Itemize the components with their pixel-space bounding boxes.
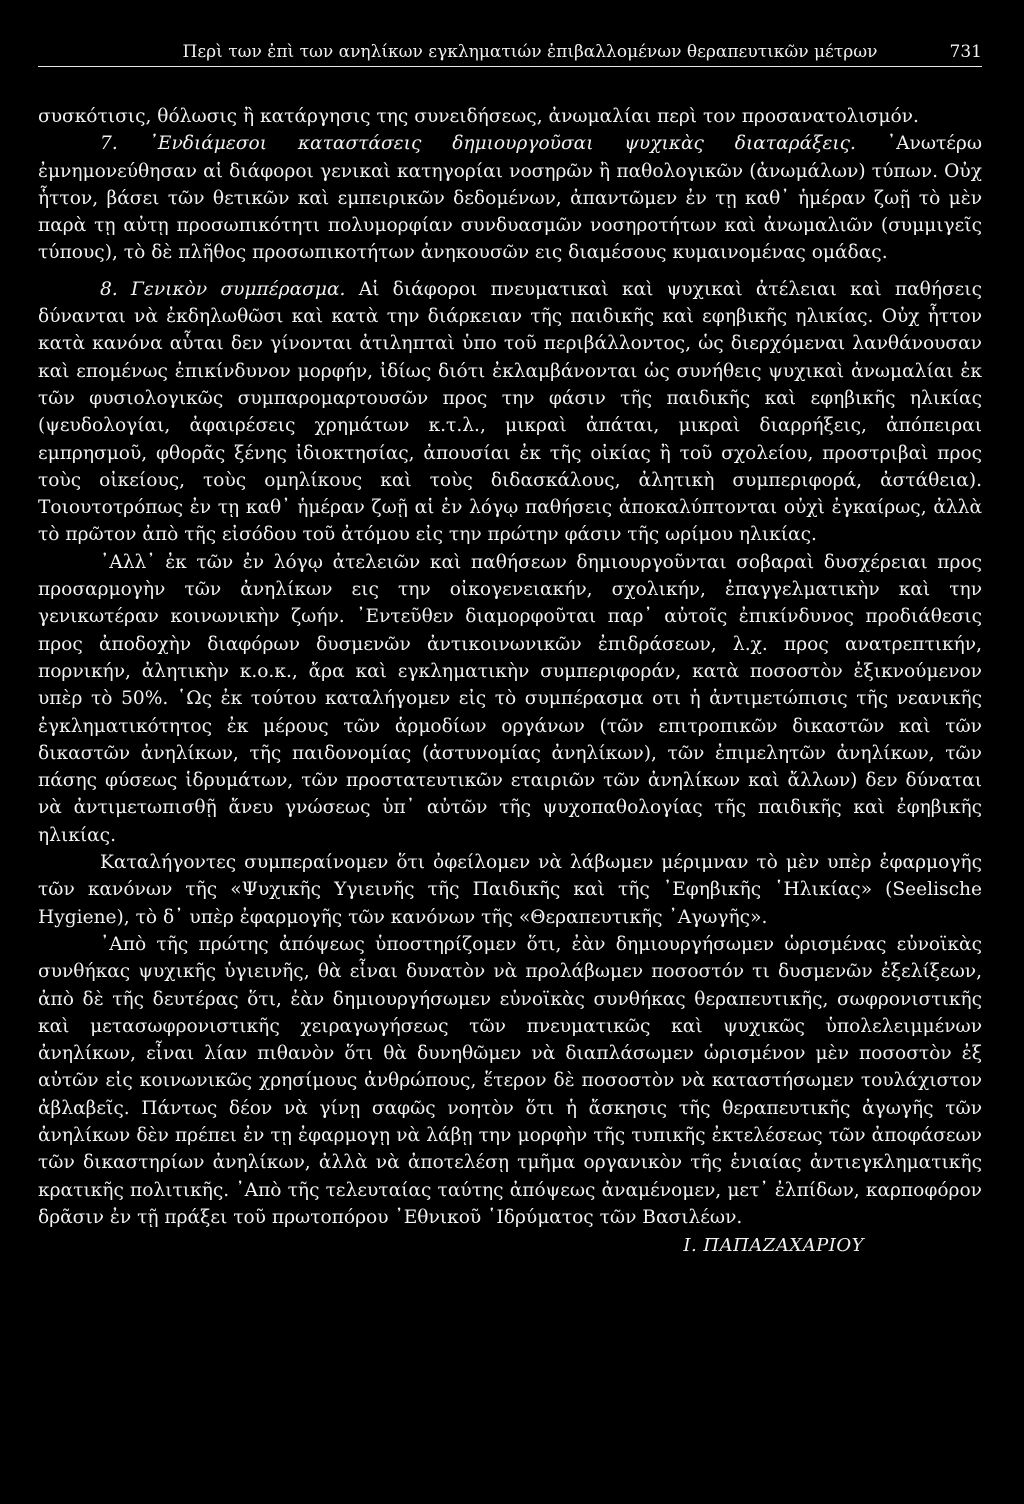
section-heading-8: 8. Γενικὸν συμπέρασμα. xyxy=(100,278,346,300)
section-heading-7: 7. ᾿Ενδιάμεσοι καταστάσεις δημιουργοῦσαι ψυχικὰς διαταράξεις. xyxy=(100,133,856,155)
paragraph-1: συσκότισις, θόλωσις ἢ κατάργησις της συνειδήσεως, ἀνωμαλίαι περὶ τον προσανατολισμόν. xyxy=(38,106,919,127)
paragraph-5: Καταλήγοντες συμπεραίνομεν ὅτι ὀφείλομεν νὰ λάβωμεν μέριμναν τὸ μὲν υπὲρ ἐφαρμογῆς τῶν κανόνων τῆς «Ψυχικῆς Υγιεινῆς τῆς Παιδικῆς καὶ τῆς ᾿Εφηβικῆς ῾Ηλικίας» (Seelische Hygiene), τὸ δ᾿ υπὲρ ἐφαρμογῆς τῶν κανόνων τῆς «Θεραπευτικῆς ᾿Αγωγῆς». xyxy=(38,852,982,928)
page-number: 731 xyxy=(949,42,982,62)
header-title: Περὶ των ἐπὶ των ανηλίκων εγκληματιών ἐπιβαλλομένων θεραπευτικῶν μέτρων xyxy=(182,42,878,62)
paragraph-section-7 xyxy=(38,130,982,266)
section-7-text: ᾿Ανωτέρω ἐμνημονεύθησαν αἱ διάφοροι γενικαὶ κατηγορίαι νοσηρῶν ἢ παθολογικῶν (ἀνωμάλων) τύπων. Οὐχ ἧττον, βάσει τῶν θετικῶν καὶ εμπειρικῶν δεδομένων, ἀπαντῶμεν ἐν τῃ καθ᾿ ἡμέραν ζωῇ τὸ μὲν παρὰ τῃ αὐτῃ προσωπικότητι πολυμορφίαν συνδυασμῶν νοσηροτήτων καὶ ἀνωμαλιῶν (συμμιγεῖς τύπους), τὸ δὲ πλῆθος προσωπικοτήτων ἀνηκουσῶν εις διαμέσους κυμαινομένας ομάδας. xyxy=(38,133,982,264)
body-text xyxy=(38,103,982,1259)
author-signature: I. ΠΑΠΑΖΑΧΑΡΙΟΥ xyxy=(683,1235,864,1257)
paragraph-section-8 xyxy=(38,276,982,549)
section-8-text: Αἱ διάφοροι πνευματικαὶ καὶ ψυχικαὶ ἀτέλειαι καὶ παθήσεις δύνανται νὰ ἐκδηλωθῶσι καὶ κατὰ την διάρκειαν τῆς παιδικῆς καὶ εφηβικῆς ηλικίας. Οὐχ ἧττον κατὰ κανόνα αὗται δεν γίνονται ἀτιληπταὶ ὑπο τοῦ περιβάλλοντος, ὡς διερχόμεναι λανθάνουσαν καὶ επομένως ἐπικίνδυνον μορφήν, ἰδίως διότι ἐκλαμβάνονται ὡς συνήθεις ψυχικαὶ ἀνωμαλίαι ἐκ τῶν φυσιολογικῶς συμπαρομαρτουσῶν προς την φάσιν τῆς παιδικῆς καὶ εφηβικῆς ηλικίας (ψευδολογίαι, ἀφαιρέσεις χρημάτων κ.τ.λ., μικραὶ ἀπάται, μικραὶ διαρρήξεις, ἀπόπειραι εμπρησμοῦ, φθορᾶς ξένης ἰδιοκτησίας, ἀπουσίαι ἐκ τῆς οἰκίας ἢ τοῦ σχολείου, προστριβαὶ προς τοὺς οἰκείους, τοὺς ομηλίκους καὶ τοὺς διδασκάλους, ἀλητικὴ συμπεριφορά, ἀστάθεια). Τοιουτοτρόπως ἐν τῃ καθ᾿ ἡμέραν ζωῇ αἱ ἐν λόγῳ παθήσεις ἀποκαλύπτονται οὐχὶ ἐγκαίρως, ἀλλὰ τὸ πρῶτον ἀπὸ τῆς εἰσόδου τοῦ ἀτόμου εἰς την πρώτην φάσιν τῆς ωρίμου ηλικίας. xyxy=(38,278,983,546)
paragraph-6: ᾿Απὸ τῆς πρώτης ἀπόψεως ὑποστηρίζομεν ὅτι, ἐὰν δημιουργήσωμεν ὡρισμένας εὐνοϊκὰς συνθήκας ψυχικῆς ὑγιεινῆς, θὰ εἶναι δυνατὸν νὰ προλάβωμεν ποσοστόν τι δυσμενῶν ἐξελίξεων, ἀπὸ δὲ τῆς δευτέρας ὅτι, ἐὰν δημιουργήσωμεν εὐνοϊκὰς συνθήκας θεραπευτικῆς, σωφρονιστικῆς καὶ μετασωφρονιστικῆς χειραγωγήσεως τῶν πνευματικῶς καὶ ψυχικῶς ὑπολελειμμένων ἀνηλίκων, εἶναι λίαν πιθανὸν ὅτι θὰ δυνηθῶμεν νὰ διαπλάσωμεν ὡρισμένον μὲν ποσοστὸν ἐξ αὐτῶν εἰς κοινωνικῶς χρησίμους ἀνθρώπους, ἕτερον δὲ ποσοστὸν νὰ καταστήσωμεν τουλάχιστον ἀβλαβεῖς. Πάντως δέον νὰ γίνῃ σαφῶς νοητὸν ὅτι ἡ ἄσκησις τῆς θεραπευτικῆς ἀγωγῆς τῶν ἀνηλίκων δὲν πρέπει ἐν τῃ ἐφαρμογῃ νὰ λάβῃ την μορφὴν τῆς τυπικῆς ἐκτελέσεως τῶν ἀποφάσεων τῶν δικαστηρίων ἀνηλίκων, ἀλλὰ νὰ ἀποτελέσῃ τμῆμα οργανικὸν τῆς ἑνιαίας ἀντιεγκληματικῆς κρατικῆς πολιτικῆς. ᾿Απὸ τῆς τελευταίας ταύτης ἀπόψεως ἀναμένομεν, μετ᾿ ἐλπίδων, καρποφόρον δρᾶσιν ἐν τῇ πράξει τοῦ πρωτοπόρου ᾿Εθνικοῦ ῾Ιδρύματος τῶν Βασιλέων. xyxy=(38,933,982,1228)
running-header xyxy=(38,40,982,67)
document-page xyxy=(38,40,982,1259)
paragraph-4: ᾿Αλλ᾿ ἐκ τῶν ἐν λόγῳ ἀτελειῶν καὶ παθήσεων δημιουργοῦνται σοβαραὶ δυσχέρειαι προς προσαρμογὴν τῶν ἀνηλίκων εις την οἰκογενειακήν, σχολικήν, ἐπαγγελματικὴν καὶ την γενικωτέραν κοινωνικὴν ζωήν. ᾿Εντεῦθεν διαμορφοῦται παρ᾿ αὐτοῖς ἐπικίνδυνος προδιάθεσις προς ἀποδοχὴν διαφόρων δυσμενῶν ἀντικοινωνικῶν ἐπιδράσεων, λ.χ. προς ανατρεπτικήν, πορνικήν, ἀλητικὴν κ.ο.κ., ἄρα καὶ εγκληματικὴν συμπεριφοράν, κατὰ ποσοστὸν ἐξικνούμενον υπὲρ τὸ 50%. ῾Ως ἐκ τούτου καταλήγομεν εἰς τὸ συμπέρασμα οτι ἡ ἀντιμετώπισις τῆς νεανικῆς ἐγκληματικότητος ἐκ μέρους τῶν ἁρμοδίων οργάνων (τῶν επιτροπικῶν δικαστῶν καὶ τῶν δικαστῶν ἀνηλίκων, τῆς παιδονομίας (ἀστυνομίας ἀνηλίκων), τῶν ἐπιμελητῶν ἀνηλίκων, τῶν πάσης φύσεως ἱδρυμάτων, τῶν προστατευτικῶν εταιριῶν τῶν ἀνηλίκων καὶ ἄλλων) δεν δύναται νὰ ἀντιμετωπισθῇ ἄνευ γνώσεως ὑπ᾿ αὐτῶν τῆς ψυχοπαθολογίας τῆς παιδικῆς καὶ ἐφηβικῆς ηλικίας. xyxy=(38,551,982,846)
